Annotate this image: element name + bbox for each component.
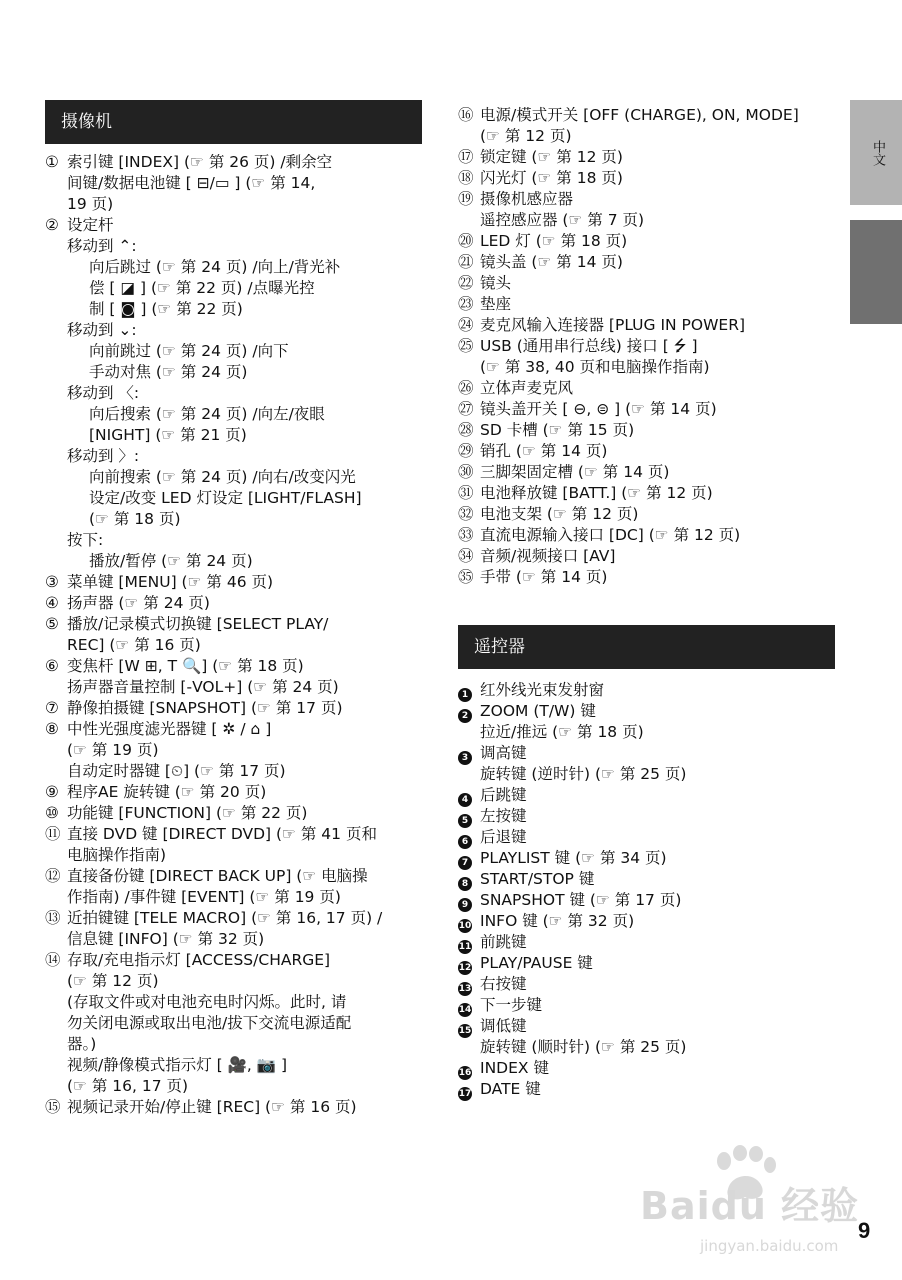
item-text: 播放/记录模式切换键 [SELECT PLAY/ [67, 615, 329, 633]
list-item [458, 911, 838, 932]
remote-section-header [458, 625, 835, 669]
list-item [45, 824, 430, 866]
item-text: 旋转键 (逆时针) (☞ 第 25 页) [480, 765, 687, 783]
item-number-badge: 2 [458, 709, 472, 723]
item-number: ⑬ [45, 909, 61, 927]
list-item [458, 890, 838, 911]
sub-text: (☞ 第 18 页) [89, 510, 181, 528]
list-item [45, 572, 430, 593]
list-item [458, 953, 838, 974]
item-number: ㉜ [458, 505, 474, 523]
item-text: 音频/视频接口 [AV] [480, 547, 616, 565]
item-number [458, 932, 472, 954]
item-text: (☞ 第 19 页) [67, 741, 159, 759]
item-text: 调高键 [480, 744, 527, 762]
item-text: 近拍键键 [TELE MACRO] (☞ 第 16, 17 页) / [67, 909, 383, 927]
item-number-badge: 15 [458, 1026, 472, 1036]
item-text: 设定杆 [67, 216, 114, 234]
item-text: (☞ 第 38, 40 页和电脑操作指南) [480, 358, 710, 376]
item-number-badge: 12 [458, 963, 472, 973]
item-text: 手带 (☞ 第 14 页) [480, 568, 608, 586]
list-item [458, 168, 838, 189]
item-number-badge: 17 [458, 1089, 472, 1099]
item-text: 直接 DVD 键 [DIRECT DVD] (☞ 第 41 页和 [67, 825, 377, 843]
sub-text: 偿 [ ◪ ] (☞ 第 22 页) /点曝光控 [89, 279, 315, 297]
item-number: ⑥ [45, 657, 59, 675]
item-number-badge: 6 [458, 835, 472, 849]
item-number [458, 806, 472, 828]
item-number: ㉝ [458, 526, 474, 544]
item-number: ④ [45, 594, 59, 612]
item-text: 静像拍摄键 [SNAPSHOT] (☞ 第 17 页) [67, 699, 343, 717]
list-item [45, 866, 430, 908]
list-item [45, 782, 430, 803]
item-number [458, 974, 472, 996]
item-text: 视频记录开始/停止键 [REC] (☞ 第 16 页) [67, 1098, 357, 1116]
item-number: ㉔ [458, 316, 474, 334]
list-item [458, 995, 838, 1016]
sub-text: 向后搜索 (☞ 第 24 页) /向左/夜眼 [89, 405, 325, 423]
page-number: 9 [858, 1218, 871, 1243]
item-number: ㉙ [458, 442, 474, 460]
item-number-badge: 5 [458, 814, 472, 828]
item-number [458, 953, 472, 975]
list-item [45, 593, 430, 614]
list-item [458, 932, 838, 953]
item-number: ⑩ [45, 804, 59, 822]
list-item [458, 806, 838, 827]
sub-text: 向前跳过 (☞ 第 24 页) /向下 [89, 342, 289, 360]
item-text: 直流电源输入接口 [DC] (☞ 第 12 页) [480, 526, 741, 544]
item-text: 间键/数据电池键 [ ⊟/▭ ] (☞ 第 14, [67, 174, 316, 192]
list-item [458, 273, 838, 294]
item-text: 立体声麦克风 [480, 379, 574, 397]
item-text: 直接备份键 [DIRECT BACK UP] (☞ 电脑操 [67, 867, 368, 885]
sub-label: 移动到 〈: [67, 384, 140, 402]
sub-text: 播放/暂停 (☞ 第 24 页) [89, 552, 253, 570]
item-text: 信息键 [INFO] (☞ 第 32 页) [67, 930, 265, 948]
sub-label: 移动到 ⌃: [67, 237, 137, 255]
list-item [45, 656, 430, 698]
item-number: ㉟ [458, 568, 474, 586]
list-item [458, 827, 838, 848]
item-text: 前跳键 [480, 933, 527, 951]
list-item [458, 974, 838, 995]
item-number [458, 995, 472, 1017]
item-text: 扬声器 (☞ 第 24 页) [67, 594, 210, 612]
list-item [458, 525, 838, 546]
item-number: ⑭ [45, 951, 61, 969]
item-text: INDEX 键 [480, 1059, 549, 1077]
list-item [458, 1016, 838, 1058]
list-item [458, 189, 838, 231]
item-text: 存取/充电指示灯 [ACCESS/CHARGE] [67, 951, 331, 969]
list-item [45, 152, 430, 215]
item-number: ㉒ [458, 274, 474, 292]
item-text: SD 卡槽 (☞ 第 15 页) [480, 421, 635, 439]
item-text: 左按键 [480, 807, 527, 825]
list-item [458, 462, 838, 483]
item-number-badge: 4 [458, 793, 472, 807]
item-text: 电脑操作指南) [67, 846, 167, 864]
item-number-badge: 7 [458, 856, 472, 870]
item-number: ① [45, 153, 59, 171]
item-text: PLAY/PAUSE 键 [480, 954, 593, 972]
language-tab [850, 100, 902, 205]
item-number: ⑫ [45, 867, 61, 885]
item-number [458, 1016, 472, 1038]
item-text: 旋转键 (顺时针) (☞ 第 25 页) [480, 1038, 687, 1056]
list-item [458, 785, 838, 806]
camera-items-right [458, 105, 838, 588]
item-text: 勿关闭电源或取出电池/拔下交流电源适配 [67, 1014, 352, 1032]
item-text: (☞ 第 12 页) [480, 127, 572, 145]
camera-items-left [45, 152, 430, 1118]
item-text: (☞ 第 12 页) [67, 972, 159, 990]
sub-text: 制 [ ◙ ] (☞ 第 22 页) [89, 300, 243, 318]
item-text: (存取文件或对电池充电时闪烁。此时, 请 [67, 993, 347, 1011]
item-text: REC] (☞ 第 16 页) [67, 636, 201, 654]
item-text: 垫座 [480, 295, 512, 313]
item-number: ㉕ [458, 337, 474, 355]
baidu-watermark [640, 1145, 860, 1265]
item-number: ㉑ [458, 253, 474, 271]
item-number: ㉓ [458, 295, 474, 313]
item-text: 电源/模式开关 [OFF (CHARGE), ON, MODE] [480, 106, 799, 124]
item-number: ⑮ [45, 1098, 61, 1116]
list-item [458, 546, 838, 567]
item-number: ⑰ [458, 148, 474, 166]
item-text: SNAPSHOT 键 (☞ 第 17 页) [480, 891, 682, 909]
item-number-badge: 10 [458, 921, 472, 931]
item-text: 索引键 [INDEX] (☞ 第 26 页) /剩余空 [67, 153, 333, 171]
item-text: (☞ 第 16, 17 页) [67, 1077, 189, 1095]
list-item [458, 680, 838, 701]
item-number [458, 890, 472, 912]
item-number [458, 1058, 472, 1080]
item-number: ⑨ [45, 783, 59, 801]
item-number-badge: 8 [458, 877, 472, 891]
list-item [458, 504, 838, 525]
list-item [45, 908, 430, 950]
item-number: ㉗ [458, 400, 474, 418]
item-number: ㉚ [458, 463, 474, 481]
list-item [458, 567, 838, 588]
list-item [458, 1058, 838, 1079]
item-number [458, 785, 472, 807]
item-text: 中性光强度滤光器键 [ ✲ / ⌂ ] [67, 720, 272, 738]
item-number: ㉞ [458, 547, 474, 565]
item-number [458, 1079, 472, 1101]
list-item [458, 231, 838, 252]
item-number: ⑦ [45, 699, 59, 717]
item-text: 后退键 [480, 828, 527, 846]
item-text: 锁定键 (☞ 第 12 页) [480, 148, 623, 166]
list-item [458, 378, 838, 399]
sub-text: 向后跳过 (☞ 第 24 页) /向上/背光补 [89, 258, 341, 276]
remote-items [458, 680, 838, 1100]
item-text: 变焦杆 [W ⊞, T 🔍] (☞ 第 18 页) [67, 657, 304, 675]
item-number: ㉖ [458, 379, 474, 397]
item-text: 扬声器音量控制 [-VOL+] (☞ 第 24 页) [67, 678, 339, 696]
item-text: LED 灯 (☞ 第 18 页) [480, 232, 628, 250]
list-item [458, 252, 838, 273]
item-number-badge: 3 [458, 751, 472, 765]
sub-text: 手动对焦 (☞ 第 24 页) [89, 363, 248, 381]
item-number: ⑯ [458, 106, 474, 124]
list-item [458, 336, 838, 378]
list-item [45, 614, 430, 656]
item-text: 拉近/推远 (☞ 第 18 页) [480, 723, 644, 741]
item-number [458, 701, 472, 723]
item-text: 右按键 [480, 975, 527, 993]
item-text: USB (通用串行总线) 接口 [ ⭍ ] [480, 337, 698, 355]
item-text: 视频/静像模式指示灯 [ 🎥, 📷 ] [67, 1056, 288, 1074]
sub-label: 移动到 ⌄: [67, 321, 137, 339]
item-text: 摄像机感应器 [480, 190, 574, 208]
item-number: ⑲ [458, 190, 474, 208]
item-number-badge: 14 [458, 1005, 472, 1015]
list-item [458, 743, 838, 785]
item-number: ⑤ [45, 615, 59, 633]
list-item [45, 950, 430, 1097]
item-number [458, 743, 472, 765]
item-text: 功能键 [FUNCTION] (☞ 第 22 页) [67, 804, 308, 822]
item-number [458, 680, 472, 702]
list-item [458, 105, 838, 147]
camera-section-title: 摄像机 [61, 112, 112, 132]
item-number: ③ [45, 573, 59, 591]
list-item [458, 147, 838, 168]
item-text: 调低键 [480, 1017, 527, 1035]
sub-text: 向前搜索 (☞ 第 24 页) /向右/改变闪光 [89, 468, 356, 486]
item-number: ⑱ [458, 169, 474, 187]
list-item [45, 803, 430, 824]
item-number [458, 848, 472, 870]
item-number [458, 911, 472, 933]
item-number: ⑧ [45, 720, 59, 738]
sub-label: 按下: [67, 531, 104, 549]
item-text: 电池支架 (☞ 第 12 页) [480, 505, 639, 523]
sub-label: 移动到 〉: [67, 447, 140, 465]
item-number-badge: 9 [458, 898, 472, 912]
item-number: ⑳ [458, 232, 474, 250]
sub-text: [NIGHT] (☞ 第 21 页) [89, 426, 247, 444]
item-text: 菜单键 [MENU] (☞ 第 46 页) [67, 573, 274, 591]
item-number-badge: 16 [458, 1068, 472, 1078]
list-item [45, 215, 430, 572]
item-text: 后跳键 [480, 786, 527, 804]
watermark-url: jingyan.baidu.com [700, 1237, 839, 1255]
item-text: 作指南) /事件键 [EVENT] (☞ 第 19 页) [67, 888, 341, 906]
item-number [458, 869, 472, 891]
item-text: PLAYLIST 键 (☞ 第 34 页) [480, 849, 667, 867]
section-tab-marker [850, 220, 902, 324]
item-number-badge: 13 [458, 984, 472, 994]
item-number-badge: 1 [458, 688, 472, 702]
list-item [458, 420, 838, 441]
list-item [458, 483, 838, 504]
item-text: 19 页) [67, 195, 114, 213]
list-item [458, 1079, 838, 1100]
item-number: ㉛ [458, 484, 474, 502]
camera-section-header [45, 100, 422, 144]
item-text: ZOOM (T/W) 键 [480, 702, 596, 720]
item-text: 遥控感应器 (☞ 第 7 页) [480, 211, 645, 229]
item-text: 器。) [67, 1035, 97, 1053]
item-text: 麦克风输入连接器 [PLUG IN POWER] [480, 316, 746, 334]
list-item [458, 399, 838, 420]
item-number [458, 827, 472, 849]
item-text: 三脚架固定槽 (☞ 第 14 页) [480, 463, 670, 481]
list-item [458, 294, 838, 315]
item-text: 镜头盖 (☞ 第 14 页) [480, 253, 623, 271]
item-text: 闪光灯 (☞ 第 18 页) [480, 169, 623, 187]
list-item [45, 1097, 430, 1118]
item-text: 下一步键 [480, 996, 543, 1014]
watermark-brand: Baidu 经验 [640, 1184, 860, 1228]
sub-text: 设定/改变 LED 灯设定 [LIGHT/FLASH] [89, 489, 362, 507]
item-text: INFO 键 (☞ 第 32 页) [480, 912, 635, 930]
list-item [45, 698, 430, 719]
item-text: 镜头盖开关 [ ⊖, ⊜ ] (☞ 第 14 页) [480, 400, 717, 418]
item-text: 红外线光束发射窗 [480, 681, 605, 699]
list-item [458, 441, 838, 462]
item-text: 自动定时器键 [⏲] (☞ 第 17 页) [67, 762, 286, 780]
list-item [458, 701, 838, 743]
list-item [458, 869, 838, 890]
item-number-badge: 11 [458, 942, 472, 952]
item-text: START/STOP 键 [480, 870, 595, 888]
list-item [458, 315, 838, 336]
list-item [458, 848, 838, 869]
item-text: DATE 键 [480, 1080, 541, 1098]
item-text: 电池释放键 [BATT.] (☞ 第 12 页) [480, 484, 713, 502]
item-text: 镜头 [480, 274, 512, 292]
remote-section-title: 遥控器 [474, 637, 525, 657]
item-number: ② [45, 216, 59, 234]
item-text: 销孔 (☞ 第 14 页) [480, 442, 608, 460]
item-number: ⑪ [45, 825, 61, 843]
item-number: ㉘ [458, 421, 474, 439]
list-item [45, 719, 430, 782]
language-tab-label: 中文 [870, 140, 885, 166]
item-text: 程序AE 旋转键 (☞ 第 20 页) [67, 783, 267, 801]
